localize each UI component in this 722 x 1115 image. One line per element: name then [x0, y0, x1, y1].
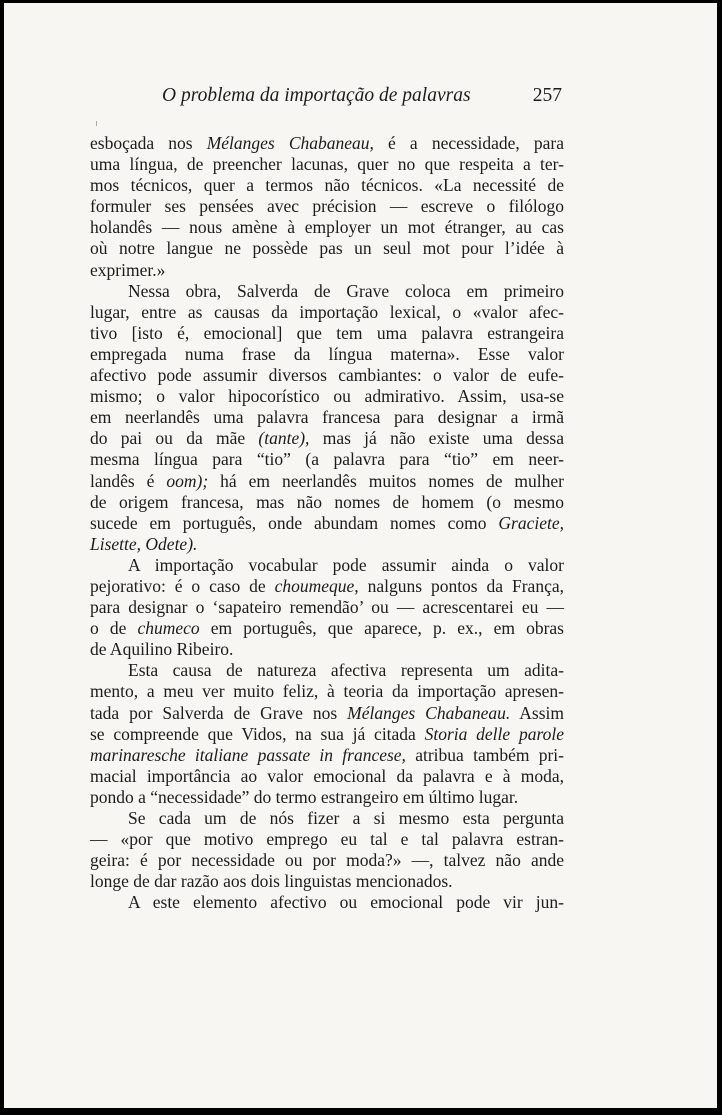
text-line: lugar, entre as causas da importação lexical, o «valor afec- [90, 301, 564, 322]
text-line: em neerlandês uma palavra francesa para designar a irmã [90, 407, 564, 428]
text-line: se compreende que Vidos, na sua já citada Storia delle parole [90, 723, 564, 744]
text-line: empregada numa frase da língua materna». Esse valor [90, 343, 564, 364]
body-text [90, 133, 564, 913]
text-line: exprimer.» [90, 259, 166, 280]
text-line: geira: é por necessidade ou por moda?» —, talvez não ande [90, 850, 564, 871]
text-line: o de chumeco em português, que aparece, p. ex., em obras [90, 618, 564, 639]
text-line: pondo a “necessidade” do termo estrangeiro em último lugar. [90, 786, 519, 807]
text-line: mento, a meu ver muito feliz, à teoria da importação apresen- [90, 681, 564, 702]
text-line: longe de dar razão aos dois linguistas mencionados. [90, 871, 453, 892]
book-page [4, 3, 717, 1108]
text-line: où notre langue ne possède pas un seul mot pour l’idée à [90, 238, 564, 259]
text-line: de Aquilino Ribeiro. [90, 639, 234, 660]
text-line: holandês — nous amène à employer un mot étranger, au cas [90, 217, 564, 238]
text-line: — «por que motivo emprego eu tal e tal palavra estran- [90, 829, 564, 850]
text-line: Nessa obra, Salverda de Grave coloca em primeiro [128, 280, 564, 301]
text-line: macial importância ao valor emocional da palavra e à moda, [90, 765, 564, 786]
text-line: A este elemento afectivo ou emocional pode vir jun- [128, 892, 564, 913]
text-line: mismo; o valor hipocorístico ou admirativo. Assim, usa-se [90, 386, 564, 407]
text-line: do pai ou da mãe (tante), mas já não existe uma dessa [90, 428, 564, 449]
text-line: uma língua, de preencher lacunas, quer no que respeita a ter- [90, 154, 564, 175]
running-title: O problema da importação de palavras [162, 85, 471, 106]
text-line: Lisette, Odete). [90, 533, 198, 554]
page-header [162, 85, 562, 115]
text-line: marinaresche italiane passate in francese, atribua também pri- [90, 744, 564, 765]
text-line: mesma língua para “tio” (a palavra para “tio” em neer- [90, 449, 564, 470]
text-line: tivo [isto é, emocional] que tem uma palavra estrangeira [90, 322, 564, 343]
text-line: de origem francesa, mas não nomes de homem (o mesmo [90, 491, 564, 512]
text-line: Se cada um de nós fizer a si mesmo esta pergunta [128, 808, 564, 828]
text-line: pejorativo: é o caso de choumeque, nalguns pontos da França, [90, 575, 564, 596]
text-line: tada por Salverda de Grave nos Mélanges Chabaneau. Assim [90, 702, 564, 723]
text-line: formuler ses pensées avec précision — escreve o filólogo [90, 196, 564, 217]
text-line: afectivo pode assumir diversos cambiantes: o valor de eufe- [90, 365, 564, 386]
page-number: 257 [532, 85, 562, 106]
text-line: esboçada nos Mélanges Chabaneau, é a necessidade, para [90, 133, 564, 153]
text-line: landês é oom); há em neerlandês muitos nomes de mulher [90, 470, 564, 491]
page-speck [96, 121, 97, 126]
text-line: mos técnicos, quer a termos não técnicos. «La necessité de [90, 175, 564, 196]
text-line: Esta causa de natureza afectiva representa um adita- [128, 660, 564, 681]
text-line: A importação vocabular pode assumir ainda o valor [128, 554, 564, 575]
text-line: para designar o ‘sapateiro remendão’ ou — acrescentarei eu — [90, 597, 564, 618]
text-line: sucede em português, onde abundam nomes como Graciete, [90, 512, 564, 533]
